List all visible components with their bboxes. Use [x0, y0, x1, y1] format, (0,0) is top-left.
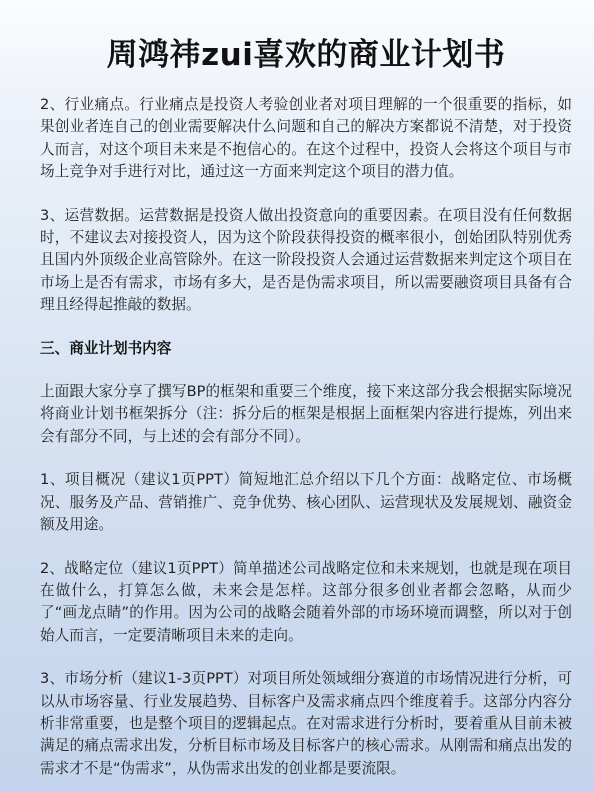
document-body: [40, 94, 572, 780]
page-title: 周鸿祎zui喜欢的商业计划书: [106, 37, 506, 73]
paragraph-market-analysis: 3、市场分析（建议1-3页PPT）对项目所处领域细分赛道的市场情况进行分析，可以从市场容量、行业发展趋势、目标客户及需求痛点四个维度着手。这部分内容分析非常重要，也是整个项目的逻辑起点。在对需求进行分析时，要着重从目前未被满足的痛点需求出发，分析目标市场及目标客户的核心需求。从刚需和痛点出发的需求才不是“伪需求”，从伪需求出发的创业都是要流限。: [40, 670, 572, 777]
section-heading: 三、商业计划书内容: [40, 339, 172, 357]
paragraph-intro: 上面跟大家分享了撰写BP的框架和重要三个维度，接下来这部分我会根据实际境况将商业计划书框架拆分（注：拆分后的框架是根据上面框架内容进行提炼，列出来会有部分不同，与上述的会有部分不同）。: [40, 383, 572, 445]
paragraph-operating-data: 3、运营数据。运营数据是投资人做出投资意向的重要因素。在项目没有任何数据时，不建议去对接投资人，因为这个阶段获得投资的概率很小，创始团队特别优秀且国内外顶级企业高管除外。在这一阶段投资人会通过运营数据来判定这个项目在市场上是否有需求，市场有多大，是否是伪需求项目，所以需要融资项目具备有合理且经得起推敲的数据。: [40, 206, 572, 314]
paragraph-project-overview: 1、项目概况（建议1页PPT）简短地汇总介绍以下几个方面：战略定位、市场概况、服务及产品、营销推广、竞争优势、核心团队、运营现状及发展规划、融资金额及用途。: [40, 471, 572, 534]
paragraph-strategic-positioning: 2、战略定位（建议1页PPT）简单描述公司战略定位和未来规划，也就是现在项目在做什么，打算怎么做，未来会是怎样。这部分很多创业者都会忽略，从而少了“画龙点睛”的作用。因为公司的战略会随着外部的市场环境而调整，所以对于创始人而言，一定要清晰项目未来的走向。: [40, 559, 572, 644]
paragraph-industry-pain-points: 2、行业痛点。行业痛点是投资人考验创业者对项目理解的一个很重要的指标，如果创业者连自己的创业需要解决什么问题和自己的解决方案都说不清楚，对于投资人而言，对这个项目未来是不抱信心的。在这个过程中，投资人会将这个项目与市场上竞争对手进行对比，通过这一方面来判定这个项目的潜力值。: [40, 96, 572, 181]
